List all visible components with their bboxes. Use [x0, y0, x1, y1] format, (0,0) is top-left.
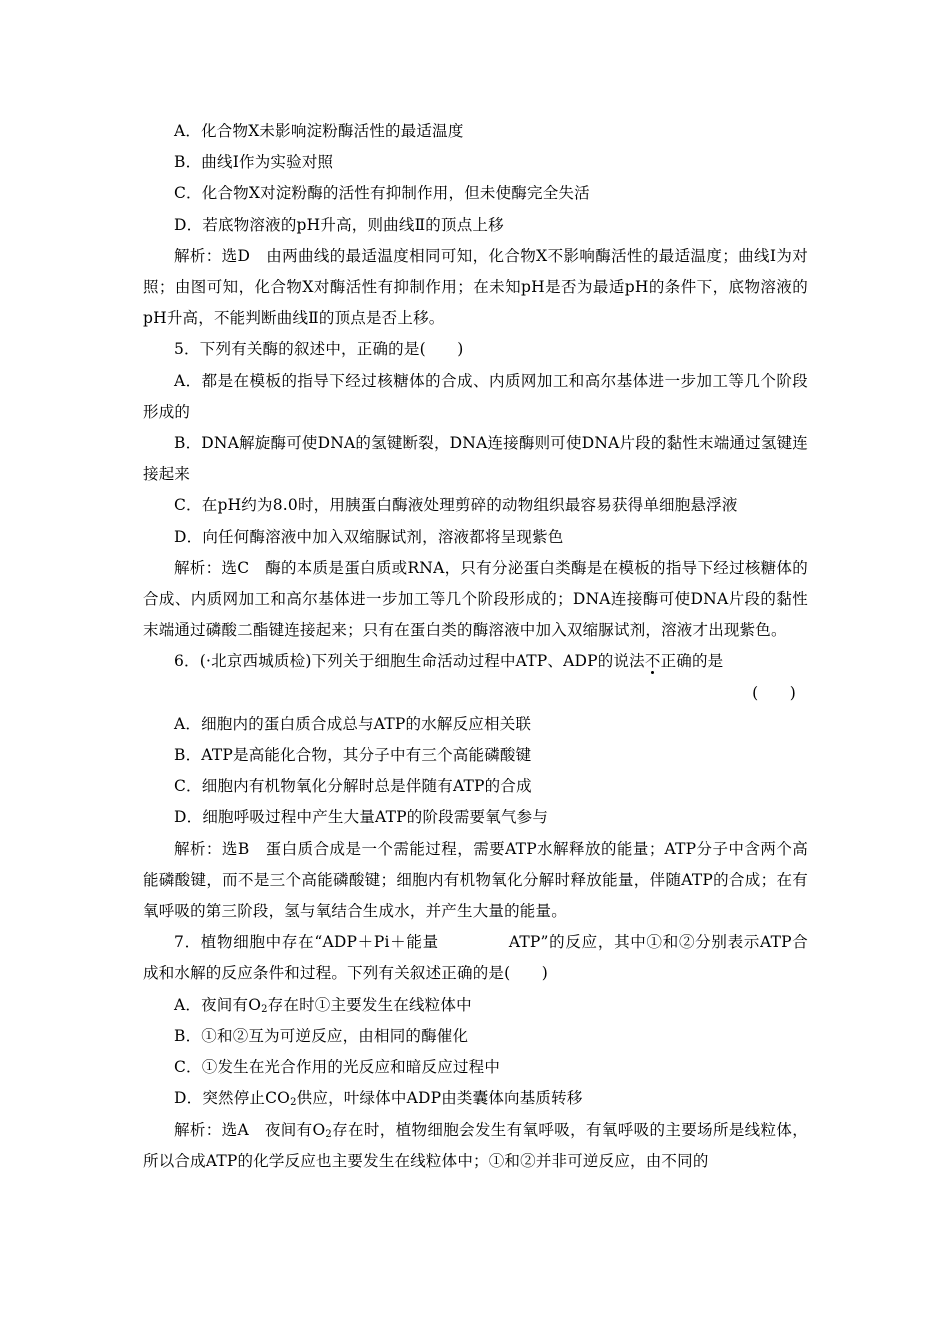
- q5-option-d: D．向任何酶溶液中加入双缩脲试剂，溶液都将呈现紫色: [174, 527, 564, 546]
- q4-option-d: D．若底物溶液的pH升高，则曲线Ⅱ的顶点上移: [174, 215, 504, 234]
- q7-stem: [143, 927, 808, 989]
- q5-option-b: B．DNA解旋酶可使DNA的氢键断裂，DNA连接酶则可使DNA片段的黏性末端通过氢键连接起来: [143, 434, 808, 484]
- q6-option-d: D．细胞呼吸过程中产生大量ATP的阶段需要氧气参与: [174, 808, 549, 827]
- q7-a-post: 存在时①主要发生在线粒体中: [267, 995, 472, 1014]
- q7-option-a: [143, 990, 808, 1021]
- q7-option-d: [143, 1083, 808, 1114]
- q5-analysis: 解析：选C 酶的本质是蛋白质或RNA，只有分泌蛋白类酶是在模板的指导下经过核糖体的合成、内质网加工和高尔基体进一步加工等几个阶段形成的；DNA连接酶可使DNA片段的黏性末端通过磷酸二酯键连接起来；只有在蛋白类的酶溶液中加入双缩脲试剂，溶液才出现紫色。: [143, 558, 808, 640]
- q6-stem-emphasis: 不: [644, 652, 661, 671]
- q7-analysis: [143, 1115, 808, 1177]
- q6-stem: [143, 646, 808, 677]
- q5-option-c: C．在pH约为8.0时，用胰蛋白酶液处理剪碎的动物组织最容易获得单细胞悬浮液: [174, 496, 738, 515]
- q7-d-pre: D．突然停止CO: [174, 1089, 291, 1108]
- q7-a-sub: 2: [261, 1003, 268, 1015]
- q7-option-b: B．①和②互为可逆反应，由相同的酶催化: [174, 1026, 469, 1045]
- q6-answer-paren: ( ): [752, 683, 796, 702]
- q7-option-c: C．①发生在光合作用的光反应和暗反应过程中: [174, 1058, 501, 1077]
- q4-option-a: A．化合物X未影响淀粉酶活性的最适温度: [174, 122, 464, 140]
- q7-stem-post: ATP”的反应，其中①和②分别表示ATP合成和水解的反应条件和过程。下列有关叙述正确的是( ): [143, 933, 808, 983]
- q4-option-b: B．曲线Ⅰ作为实验对照: [174, 153, 334, 172]
- q7-d-sub: 2: [290, 1097, 297, 1109]
- q7-stem-pre: 7．植物细胞中存在“ADP＋Pi＋能量: [174, 933, 439, 952]
- q6-analysis: 解析：选B 蛋白质合成是一个需能过程，需要ATP水解释放的能量；ATP分子中含两个高能磷酸键，而不是三个高能磷酸键；细胞内有机物氧化分解时释放能量，伴随ATP的合成；在有氧呼吸的第三阶段，氢与氧结合生成水，并产生大量的能量。: [143, 839, 808, 921]
- q6-option-a: A．细胞内的蛋白质合成总与ATP的水解反应相关联: [174, 714, 532, 733]
- q7-a-pre: A．夜间有O: [174, 995, 262, 1014]
- q7-analysis-post: 存在时，植物细胞会发生有氧呼吸，有氧呼吸的主要场所是线粒体，所以合成ATP的化学反应也主要发生在线粒体中；①和②并非可逆反应，由不同的: [143, 1120, 808, 1170]
- q7-analysis-pre: 解析：选A 夜间有O: [174, 1120, 326, 1139]
- q5-option-a: A．都是在模板的指导下经过核糖体的合成、内质网加工和高尔基体进一步加工等几个阶段形成的: [143, 371, 808, 421]
- q6-stem-post: 正确的是: [660, 652, 724, 671]
- q6-option-b: B．ATP是高能化合物，其分子中有三个高能磷酸键: [174, 746, 532, 765]
- q4-analysis: 解析：选D 由两曲线的最适温度相同可知，化合物X不影响酶活性的最适温度；曲线Ⅰ为对照；由图可知，化合物X对酶活性有抑制作用；在未知pH是否为最适pH的条件下，底物溶液的pH升高，不能判断曲线Ⅱ的顶点是否上移。: [143, 246, 808, 328]
- document-body: [143, 116, 808, 1177]
- q6-option-c: C．细胞内有机物氧化分解时总是伴随有ATP的合成: [174, 777, 532, 796]
- q4-option-c: C．化合物X对淀粉酶的活性有抑制作用，但未使酶完全失活: [174, 184, 590, 203]
- q7-d-post: 供应，叶绿体中ADP由类囊体向基质转移: [296, 1089, 583, 1108]
- q6-stem-pre: 6．(·北京西城质检)下列关于细胞生命活动过程中ATP、ADP的说法: [174, 652, 645, 671]
- q5-stem: 5．下列有关酶的叙述中，正确的是( ): [174, 340, 464, 359]
- q7-analysis-sub: 2: [325, 1128, 332, 1140]
